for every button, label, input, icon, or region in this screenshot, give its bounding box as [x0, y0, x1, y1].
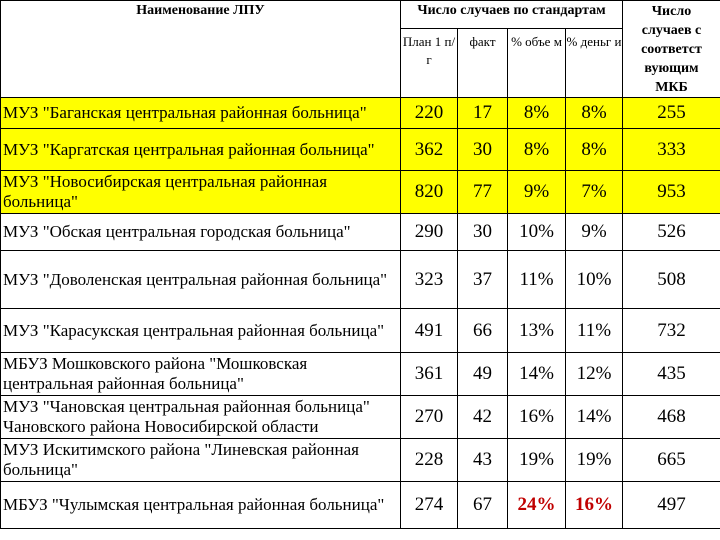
header-institution-name: Наименование ЛПУ: [1, 1, 401, 98]
plan-value: 820: [401, 171, 458, 214]
mkb-value: 497: [623, 482, 720, 529]
fact-value: 43: [458, 439, 508, 482]
table-row: [1, 98, 720, 129]
pct-volume-value: 14%: [508, 353, 566, 396]
fact-value: 17: [458, 98, 508, 129]
table-row: [1, 171, 720, 214]
pct-money-value: 8%: [566, 98, 623, 129]
institution-name: МУЗ "Обская центральная городская больница": [1, 214, 401, 251]
mkb-value: 255: [623, 98, 720, 129]
pct-volume-value: 8%: [508, 129, 566, 171]
mkb-value: 468: [623, 396, 720, 439]
header-pct-volume: % объе м: [508, 29, 566, 98]
fact-value: 67: [458, 482, 508, 529]
pct-volume-value: 10%: [508, 214, 566, 251]
pct-money-value-alert: 16%: [566, 482, 623, 529]
institution-name: МБУЗ Мошковского района "Мошковская центральная районная больница": [1, 353, 401, 396]
institution-name: МУЗ "Карасукская центральная районная больница": [1, 309, 401, 353]
plan-value: 274: [401, 482, 458, 529]
fact-value: 37: [458, 251, 508, 309]
institution-name: МУЗ "Новосибирская центральная районная больница": [1, 171, 401, 214]
institution-name: МУЗ Искитимского района "Линевская районная больница": [1, 439, 401, 482]
header-pct-money: % деньг и: [566, 29, 623, 98]
header-cases-by-standards: Число случаев по стандартам: [401, 1, 623, 29]
pct-volume-value: 16%: [508, 396, 566, 439]
fact-value: 30: [458, 214, 508, 251]
header-fact: факт: [458, 29, 508, 98]
plan-value: 362: [401, 129, 458, 171]
pct-volume-value: 8%: [508, 98, 566, 129]
institution-name: МУЗ "Доволенская центральная районная больница": [1, 251, 401, 309]
plan-value: 270: [401, 396, 458, 439]
pct-money-value: 19%: [566, 439, 623, 482]
header-plan: План 1 п/г: [401, 29, 458, 98]
plan-value: 228: [401, 439, 458, 482]
mkb-value: 526: [623, 214, 720, 251]
mkb-value: 665: [623, 439, 720, 482]
fact-value: 30: [458, 129, 508, 171]
pct-money-value: 9%: [566, 214, 623, 251]
plan-value: 220: [401, 98, 458, 129]
table-row: [1, 396, 720, 439]
table-row: [1, 251, 720, 309]
institution-name: МУЗ "Чановская центральная районная больница" Чановского района Новосибирской области: [1, 396, 401, 439]
mkb-value: 953: [623, 171, 720, 214]
plan-value: 491: [401, 309, 458, 353]
institution-name: МУЗ "Баганская центральная районная больница": [1, 98, 401, 129]
table-row: [1, 129, 720, 171]
mkb-value: 333: [623, 129, 720, 171]
plan-value: 361: [401, 353, 458, 396]
fact-value: 49: [458, 353, 508, 396]
table-row: [1, 214, 720, 251]
fact-value: 77: [458, 171, 508, 214]
table-row: [1, 309, 720, 353]
pct-money-value: 8%: [566, 129, 623, 171]
plan-value: 290: [401, 214, 458, 251]
table-row: [1, 353, 720, 396]
institution-name: МУЗ "Каргатская центральная районная больница": [1, 129, 401, 171]
plan-value: 323: [401, 251, 458, 309]
table-row: [1, 482, 720, 529]
pct-volume-value-alert: 24%: [508, 482, 566, 529]
fact-value: 66: [458, 309, 508, 353]
mkb-value: 435: [623, 353, 720, 396]
pct-money-value: 11%: [566, 309, 623, 353]
pct-volume-value: 11%: [508, 251, 566, 309]
pct-volume-value: 19%: [508, 439, 566, 482]
pct-volume-value: 13%: [508, 309, 566, 353]
fact-value: 42: [458, 396, 508, 439]
pct-money-value: 14%: [566, 396, 623, 439]
mkb-value: 732: [623, 309, 720, 353]
pct-volume-value: 9%: [508, 171, 566, 214]
table-row: [1, 439, 720, 482]
pct-money-value: 7%: [566, 171, 623, 214]
pct-money-value: 12%: [566, 353, 623, 396]
pct-money-value: 10%: [566, 251, 623, 309]
header-cases-with-mkb: Число случаев с соответст вующим МКБ: [623, 1, 720, 98]
mkb-value: 508: [623, 251, 720, 309]
institution-name: МБУЗ "Чулымская центральная районная больница": [1, 482, 401, 529]
